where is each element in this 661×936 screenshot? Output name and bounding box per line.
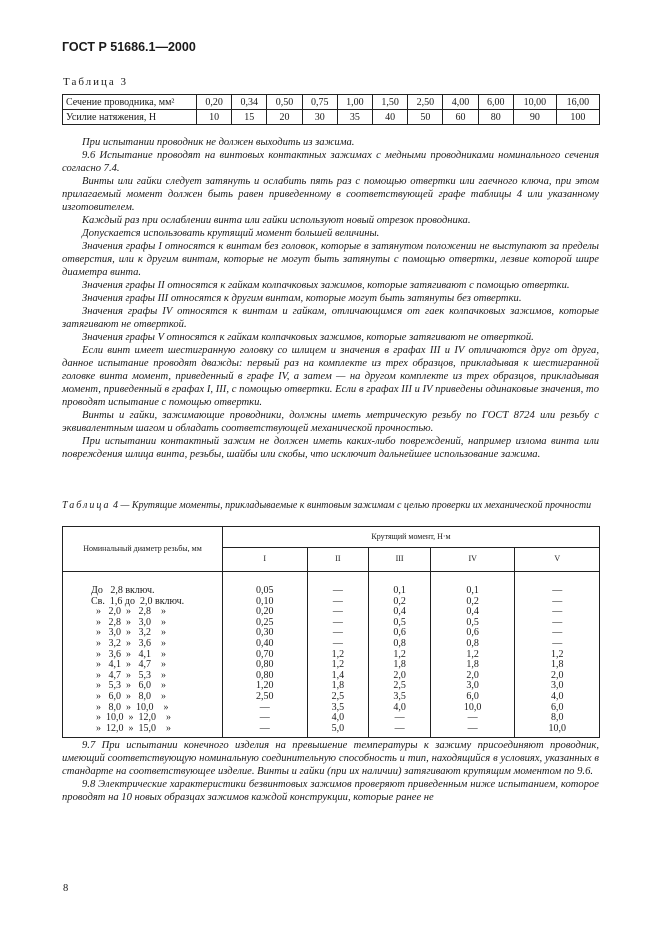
table4-diameter-cell: » 5,3 » 6,0 »	[63, 681, 223, 692]
paragraph: Винты или гайки следует затянуть и ослабить пять раз с помощью отвертки или гаечного ключа, при этом прилагаемый момент должен быть равен приведенному в соответствующей графе таблицы 4 или указанному изготовителем.	[62, 176, 599, 213]
table4-torque-cell: 1,8	[307, 681, 369, 692]
table4-row	[63, 639, 600, 650]
table4-diameter-cell: » 12,0 » 15,0 »	[63, 724, 223, 738]
table4-col-head: IV	[430, 548, 515, 572]
table4-diameter-cell: » 4,1 » 4,7 »	[63, 660, 223, 671]
table3-cell: 1,00	[337, 95, 372, 110]
table4-head-row	[63, 527, 600, 548]
table4-row	[63, 724, 600, 738]
standard-header: ГОСТ Р 51686.1—2000	[62, 40, 196, 54]
table4-torque-cell: 0,8	[369, 639, 431, 650]
table4-caption-text: 4 — Крутящие моменты, прикладываемые к винтовым зажимам с целью проверки их механической прочности	[112, 500, 592, 511]
table4-torque-cell: 3,0	[515, 681, 600, 692]
table4-torque-cell: 0,2	[369, 597, 431, 608]
table4-torque-cell: 1,8	[515, 660, 600, 671]
table4-torque-cell: 2,50	[223, 692, 308, 703]
table3	[62, 94, 600, 125]
table4-torque-cell: 1,8	[430, 660, 515, 671]
table4-torque-cell: —	[515, 618, 600, 629]
table4-torque-cell: 2,5	[369, 681, 431, 692]
table4-torque-cell: 4,0	[307, 713, 369, 724]
table3-cell: 80	[478, 110, 513, 125]
paragraph: Значения графы I относятся к винтам без головок, которые в затянутом положении не выступают за пределы отверстия, или к другим винтам, которые не могут быть затянуты с помощью отвертки, лезвие которой шире диаметра винта.	[62, 241, 599, 278]
table4-torque-cell: 0,40	[223, 639, 308, 650]
paragraph: При испытании проводник не должен выходить из зажима.	[82, 137, 355, 148]
table4-diameter-cell: Св. 1,6 до 2,0 включ.	[63, 597, 223, 608]
table4-torque-cell: —	[515, 639, 600, 650]
table3-row-label: Усилие натяжения, Н	[63, 110, 197, 125]
table4-torque-cell: 2,5	[307, 692, 369, 703]
table3-cell: 0,34	[232, 95, 267, 110]
table4-torque-cell: —	[515, 597, 600, 608]
table4-torque-cell: —	[515, 607, 600, 618]
table4-torque-cell: 1,2	[430, 650, 515, 661]
table4-diameter-cell: » 2,8 » 3,0 »	[63, 618, 223, 629]
table4-torque-cell: —	[430, 724, 515, 738]
body-text-section-9-6	[62, 136, 599, 461]
table4-torque-cell: 3,5	[307, 703, 369, 714]
table4-torque-cell: —	[223, 713, 308, 724]
table4-torque-cell: 0,5	[369, 618, 431, 629]
paragraph: Значения графы III относятся к другим винтам, которые могут быть затянуты без отвертки.	[82, 293, 522, 304]
table4-diameter-cell: » 3,6 » 4,1 »	[63, 650, 223, 661]
table4-torque-cell: 10,0	[515, 724, 600, 738]
table4-body	[63, 572, 600, 738]
paragraph: Допускается использовать крутящий момент большей величины.	[82, 228, 380, 239]
table4-torque-cell: 0,80	[223, 671, 308, 682]
table4-row	[63, 572, 600, 597]
table4-row	[63, 692, 600, 703]
paragraph: Каждый раз при ослаблении винта или гайки используют новый отрезок проводника.	[82, 215, 471, 226]
table4-diameter-cell: » 3,2 » 3,6 »	[63, 639, 223, 650]
table4-torque-cell: 3,5	[369, 692, 431, 703]
table3-row-tension	[63, 110, 600, 125]
page-number: 8	[63, 883, 69, 894]
table3-cell: 10	[197, 110, 232, 125]
table3-row-cross-section	[63, 95, 600, 110]
table3-cell: 100	[556, 110, 599, 125]
table4-torque-cell: 2,0	[430, 671, 515, 682]
table4-torque-cell: 0,2	[430, 597, 515, 608]
paragraph: Значения графы IV относятся к винтам и гайкам, отличающимся от гаек колпачковых зажимов, которые затягивают не отверткой.	[62, 306, 599, 330]
table3-cell: 0,50	[267, 95, 302, 110]
table3-cell: 16,00	[556, 95, 599, 110]
paragraph: При испытании контактный зажим не должен иметь каких-либо повреждений, например излома винта или повреждения шлица винта, резьбы, шайбы или скобы, что исключит дальнейшее использование зажима.	[62, 436, 599, 460]
table4-torque-cell: 0,1	[369, 572, 431, 597]
table4-torque-cell: 1,4	[307, 671, 369, 682]
table4-torque-cell: —	[307, 607, 369, 618]
table4-torque-cell: 0,30	[223, 628, 308, 639]
table4-torque-cell: 0,4	[369, 607, 431, 618]
table3-cell: 1,50	[373, 95, 408, 110]
paragraph: Значения графы V относятся к гайкам колпачковых зажимов, которые затягивают не отверткой.	[82, 332, 534, 343]
table4-torque-cell: —	[307, 597, 369, 608]
table4	[62, 526, 600, 738]
table4-torque-cell: 0,5	[430, 618, 515, 629]
table4-torque-cell: 1,8	[369, 660, 431, 671]
table4-torque-cell: —	[223, 724, 308, 738]
table4-torque-cell: —	[223, 703, 308, 714]
table4-torque-cell: —	[369, 724, 431, 738]
table4-torque-cell: 6,0	[515, 703, 600, 714]
paragraph: Винты и гайки, зажимающие проводники, должны иметь метрическую резьбу по ГОСТ 8724 или резьбу с эквивалентным шагом и обладать соответствующей механической прочностью.	[62, 410, 599, 434]
table4-diameter-cell: » 10,0 » 12,0 »	[63, 713, 223, 724]
table3-row-label: Сечение проводника, мм²	[63, 95, 197, 110]
paragraph: Значения графы II относятся к гайкам колпачковых зажимов, которые затягивают с помощью отвертки.	[82, 280, 570, 291]
table4-torque-cell: 1,2	[515, 650, 600, 661]
table4-diameter-cell: » 2,0 » 2,8 »	[63, 607, 223, 618]
table4-torque-cell: —	[515, 572, 600, 597]
table4-torque-cell: —	[307, 618, 369, 629]
table4-head-diameter: Номинальный диаметр резьбы, мм	[63, 527, 223, 572]
table4-torque-cell: 5,0	[307, 724, 369, 738]
table4-torque-cell: 0,4	[430, 607, 515, 618]
table4-col-head: V	[515, 548, 600, 572]
table4-diameter-cell: » 4,7 » 5,3 »	[63, 671, 223, 682]
table3-cell: 10,00	[513, 95, 556, 110]
table3-cell: 4,00	[443, 95, 478, 110]
table3-cell: 30	[302, 110, 337, 125]
paragraph: 9.8 Электрические характеристики безвинтовых зажимов проверяют приведенным ниже испытанием, которое проводят на 10 новых образцах зажимов каждой конструкции, которые ранее не	[62, 779, 599, 803]
table4-torque-cell: 0,6	[430, 628, 515, 639]
table4-torque-cell: —	[515, 628, 600, 639]
table4-caption-label: Таблица	[62, 500, 111, 511]
table4-torque-cell: 0,80	[223, 660, 308, 671]
table3-caption: Таблица 3	[63, 76, 129, 88]
table3-cell: 50	[408, 110, 443, 125]
table4-torque-cell: —	[307, 572, 369, 597]
table4-torque-cell: 4,0	[515, 692, 600, 703]
table4-col-head: III	[369, 548, 431, 572]
table4-torque-cell: 2,0	[515, 671, 600, 682]
table3-cell: 60	[443, 110, 478, 125]
table4-torque-cell: 1,2	[307, 660, 369, 671]
body-text-section-9-7	[62, 739, 599, 804]
table4-torque-cell: 0,05	[223, 572, 308, 597]
table3-cell: 15	[232, 110, 267, 125]
table4-diameter-cell: До 2,8 включ.	[63, 572, 223, 597]
table4-col-head: II	[307, 548, 369, 572]
table4-torque-cell: 1,20	[223, 681, 308, 692]
table4-torque-cell: 6,0	[430, 692, 515, 703]
table4-torque-cell: 0,8	[430, 639, 515, 650]
table4-col-head: I	[223, 548, 308, 572]
table4-torque-cell: 2,0	[369, 671, 431, 682]
table4-head-torque: Крутящий момент, Н·м	[223, 527, 600, 548]
table4-diameter-cell: » 8,0 » 10,0 »	[63, 703, 223, 714]
table4-torque-cell: 3,0	[430, 681, 515, 692]
table4-diameter-cell: » 3,0 » 3,2 »	[63, 628, 223, 639]
table3-cell: 40	[373, 110, 408, 125]
table4-diameter-cell: » 6,0 » 8,0 »	[63, 692, 223, 703]
table3-cell: 35	[337, 110, 372, 125]
table4-torque-cell: 0,1	[430, 572, 515, 597]
table3-cell: 0,20	[197, 95, 232, 110]
table4-torque-cell: 0,70	[223, 650, 308, 661]
paragraph: 9.7 При испытании конечного изделия на превышение температуры к зажиму присоединяют проводник, имеющий соответствующую номинальную соединительную способность и тип, находящийся в условиях, указанных в стандарте на соответствующее изделие. Винты и гайки (при их наличии) затягивают крутящим моментом по 9.6.	[62, 740, 599, 777]
table4-torque-cell: 0,6	[369, 628, 431, 639]
table4-torque-cell: 8,0	[515, 713, 600, 724]
table3-cell: 6,00	[478, 95, 513, 110]
table3-cell: 90	[513, 110, 556, 125]
table4-torque-cell: 1,2	[307, 650, 369, 661]
table4-torque-cell: 4,0	[369, 703, 431, 714]
table4-torque-cell: —	[307, 628, 369, 639]
table4-torque-cell: —	[430, 713, 515, 724]
table4-caption	[62, 500, 599, 511]
paragraph: 9.6 Испытание проводят на винтовых контактных зажимах с медными проводниками номинального сечения согласно 7.4.	[62, 150, 599, 174]
table4-torque-cell: —	[369, 713, 431, 724]
table4-torque-cell: —	[307, 639, 369, 650]
table4-torque-cell: 10,0	[430, 703, 515, 714]
table4-torque-cell: 0,20	[223, 607, 308, 618]
table4-torque-cell: 0,10	[223, 597, 308, 608]
table3-cell: 2,50	[408, 95, 443, 110]
paragraph: Если винт имеет шестигранную головку со шлицем и значения в графах III и IV отличаются друг от друга, данное испытание проводят дважды: первый раз на комплекте из трех образцов, прикладывая к шестигранной головке винта момент, приведенный в графе IV, а затем — на другом комплекте из трех образцов, прикладывая момент, приведенный в графах I, III, с помощью отвертки. Если в графах III и IV приведены одинаковые значения, то проводят испытание с помощью отвертки.	[62, 345, 599, 408]
table3-cell: 20	[267, 110, 302, 125]
table4-torque-cell: 0,25	[223, 618, 308, 629]
table3-cell: 0,75	[302, 95, 337, 110]
table4-torque-cell: 1,2	[369, 650, 431, 661]
